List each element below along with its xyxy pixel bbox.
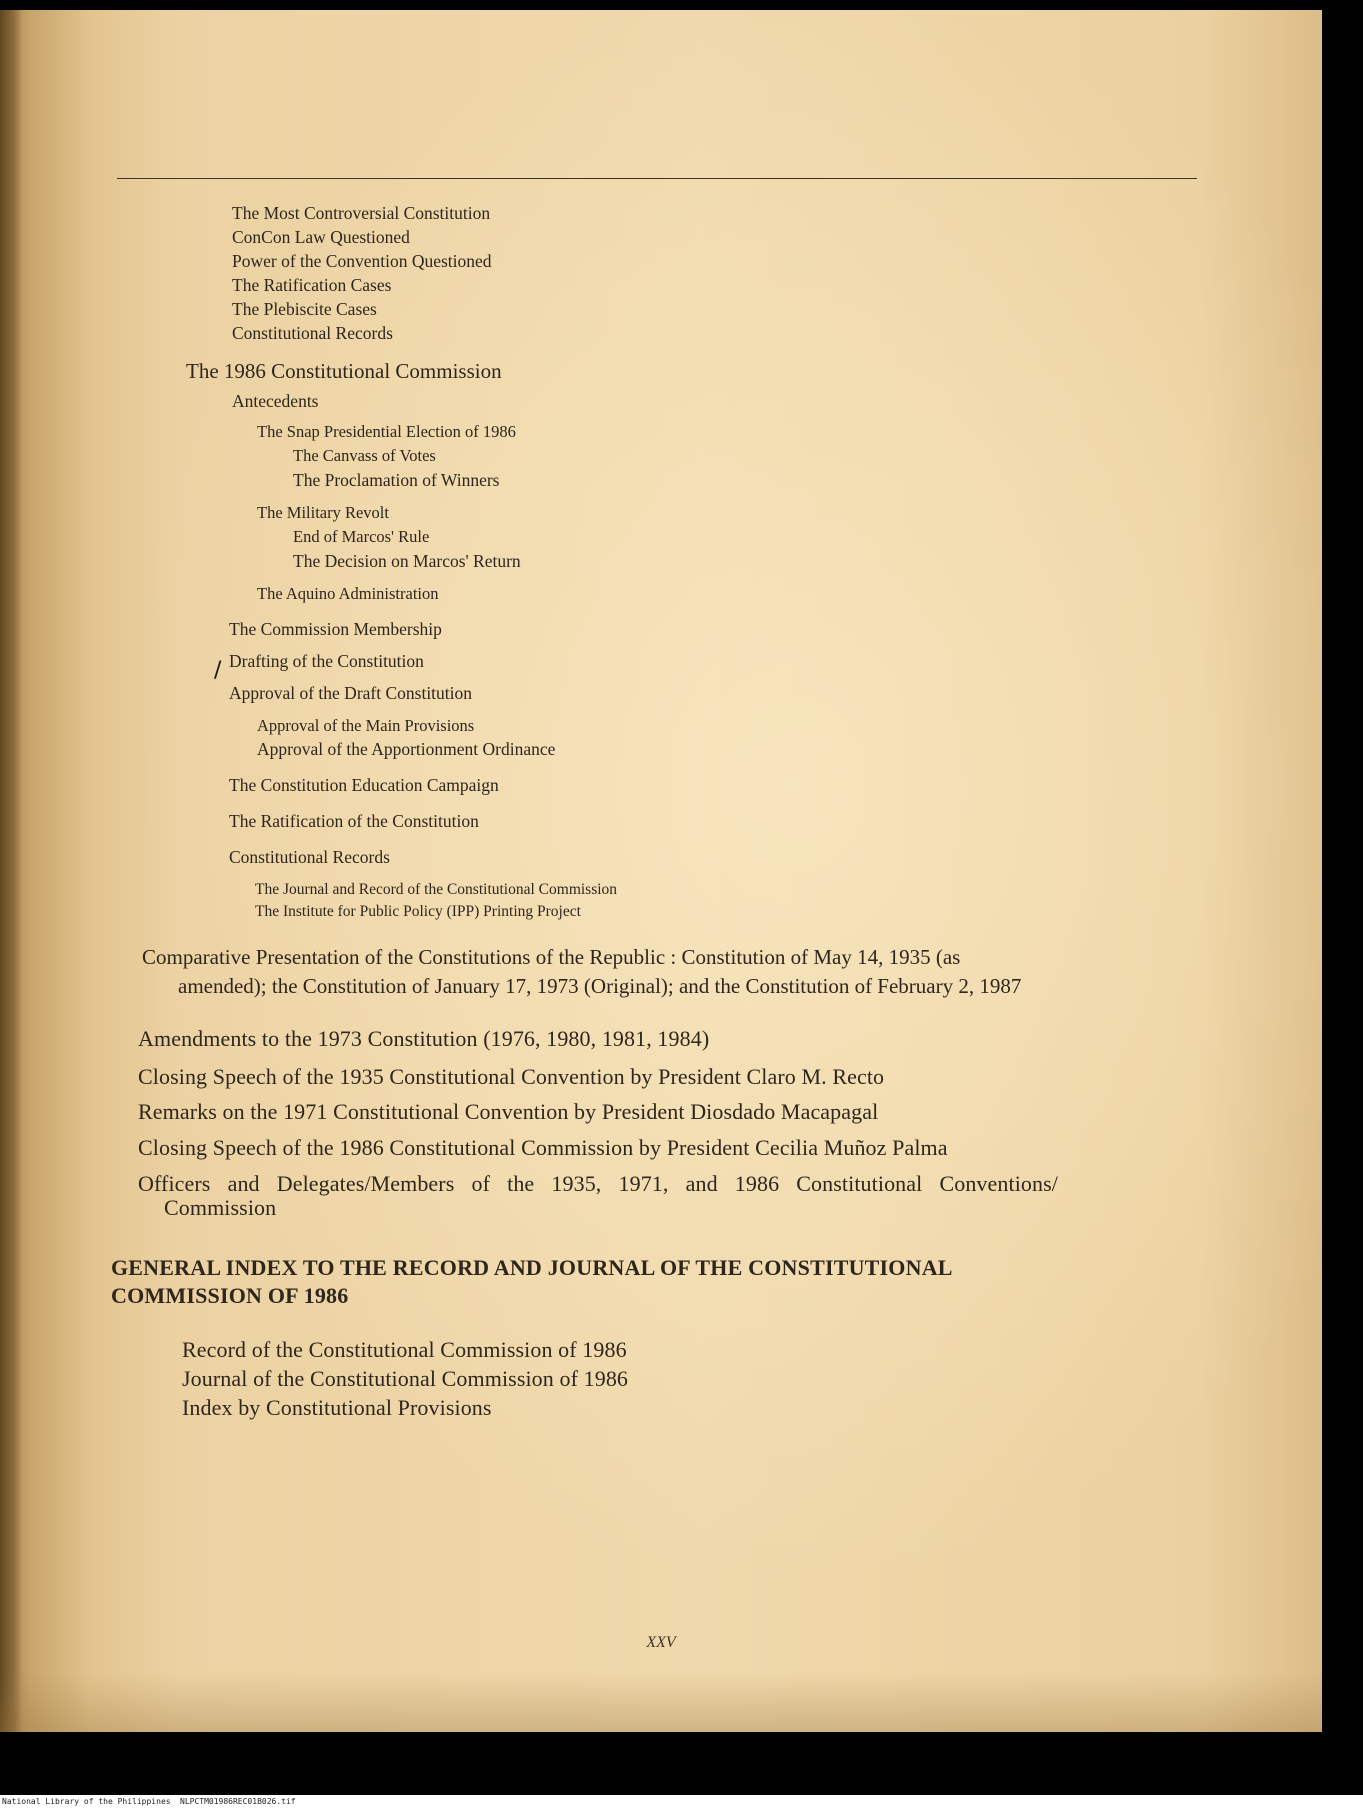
toc-entry: Officers and Delegates/Members of the 1935, 1971, and 1986 Constitutional Conventions/ [138, 1171, 1058, 1196]
toc-entry: The Proclamation of Winners [293, 470, 500, 490]
toc-entry: The Constitution Education Campaign [229, 775, 499, 795]
header-rule [117, 178, 1197, 179]
page-edge-shadow [0, 1672, 1322, 1732]
toc-entry: Constitutional Records [229, 847, 390, 867]
toc-entry: Index by Constitutional Provisions [182, 1395, 492, 1420]
pen-check-mark: / [214, 658, 222, 683]
page-spine-shadow [0, 10, 22, 1732]
toc-entry: The Decision on Marcos' Return [293, 551, 521, 571]
toc-entry: Closing Speech of the 1935 Constitutional Convention by President Claro M. Recto [138, 1064, 885, 1089]
page-number: XXV [646, 1634, 676, 1651]
toc-entry: The Military Revolt [257, 503, 389, 522]
toc-entry: Power of the Convention Questioned [232, 251, 492, 271]
toc-entry: Approval of the Draft Constitution [229, 683, 473, 703]
toc-entry: The Most Controversial Constitution [232, 203, 491, 223]
toc-entry: The Plebiscite Cases [232, 299, 377, 319]
toc-entry: ConCon Law Questioned [232, 227, 410, 247]
toc-entry: Drafting of the Constitution [229, 651, 424, 671]
toc-entry: Record of the Constitutional Commission of 1986 [182, 1337, 627, 1362]
toc-entry: The Snap Presidential Election of 1986 [257, 422, 516, 441]
toc-entry: Antecedents [232, 391, 319, 411]
general-index-heading: GENERAL INDEX TO THE RECORD AND JOURNAL OF THE CONSTITUTIONAL [111, 1255, 953, 1280]
footer-filename: NLPCTM01986REC01B026.tif [180, 1797, 296, 1806]
toc-entry: Approval of the Apportionment Ordinance [257, 739, 556, 759]
toc-entry: Closing Speech of the 1986 Constitutional Commission by President Cecilia Muñoz Palma [138, 1135, 948, 1160]
toc-entry: The Aquino Administration [257, 584, 439, 603]
footer-library: National Library of the Philippines [2, 1797, 171, 1806]
toc-entry: End of Marcos' Rule [293, 527, 430, 546]
toc-entry: Commission [164, 1195, 277, 1220]
toc-entry: Journal of the Constitutional Commission of 1986 [182, 1366, 629, 1391]
toc-section-heading: The 1986 Constitutional Commission [186, 359, 502, 383]
scan-footer [0, 1795, 1363, 1808]
toc-entry: The Commission Membership [229, 619, 442, 639]
general-index-heading: COMMISSION OF 1986 [111, 1283, 349, 1308]
toc-entry: Remarks on the 1971 Constitutional Convention by President Diosdado Macapagal [138, 1099, 879, 1124]
toc-entry: Amendments to the 1973 Constitution (1976, 1980, 1981, 1984) [138, 1026, 710, 1051]
toc-entry: The Ratification Cases [232, 275, 392, 295]
toc-entry: Comparative Presentation of the Constitutions of the Republic : Constitution of May 14, 1935 (as [142, 945, 961, 969]
toc-entry: The Institute for Public Policy (IPP) Printing Project [255, 903, 581, 920]
toc-entry: The Canvass of Votes [293, 446, 436, 465]
toc-entry: Constitutional Records [232, 323, 393, 343]
toc-entry: Approval of the Main Provisions [257, 716, 475, 735]
toc-entry: amended); the Constitution of January 17, 1973 (Original); and the Constitution of February 2, 1987 [178, 974, 1022, 998]
toc-entry: The Journal and Record of the Constitutional Commission [255, 881, 618, 898]
toc-entry: The Ratification of the Constitution [229, 811, 479, 831]
book-page [0, 10, 1322, 1732]
